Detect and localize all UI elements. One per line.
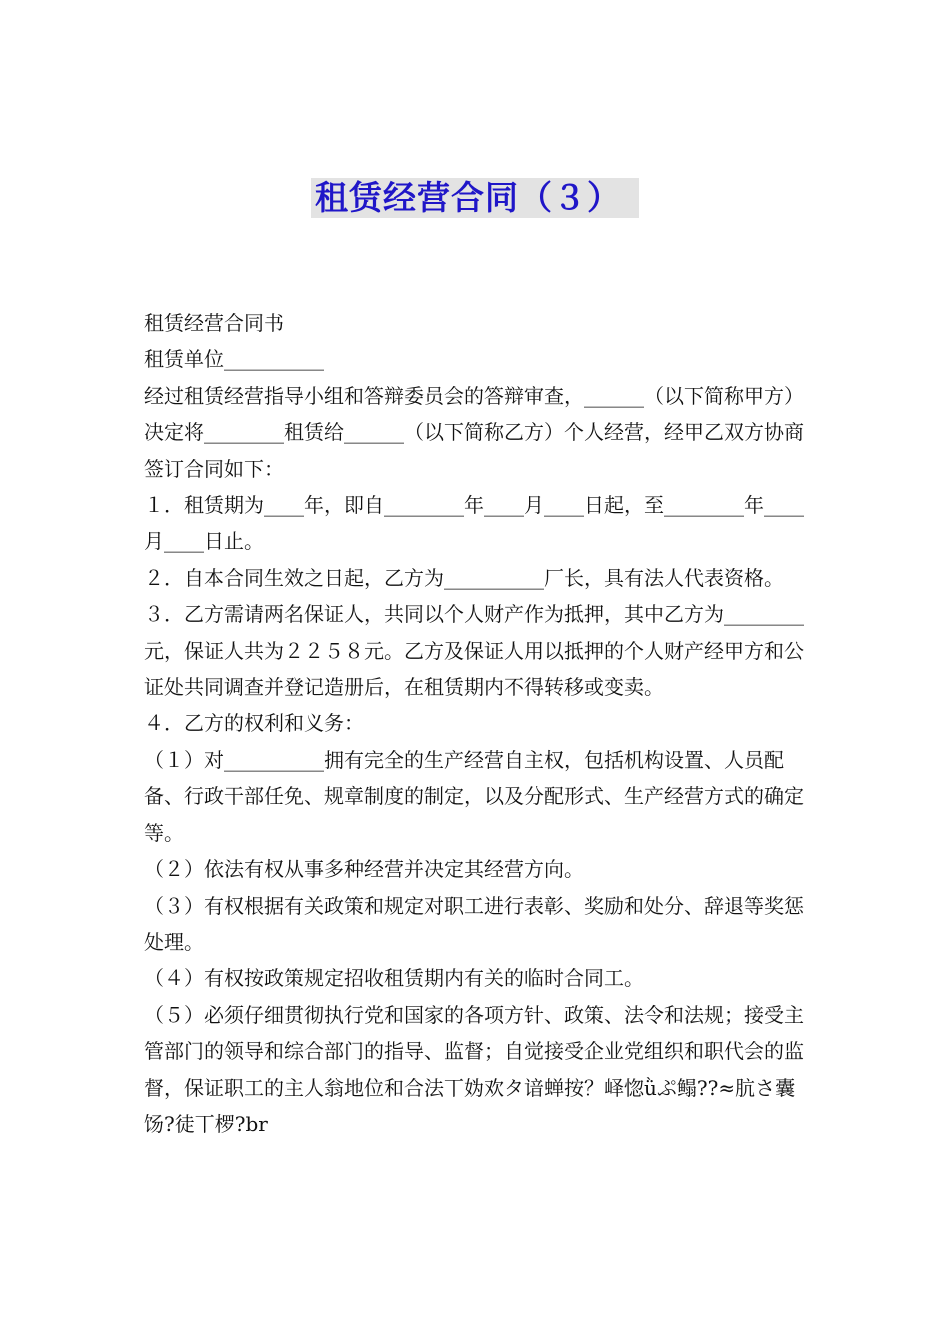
title-container bbox=[0, 178, 950, 218]
paragraph: ４．乙方的权利和义务： bbox=[144, 711, 364, 736]
paragraph: （５）必须仔细贯彻执行党和国家的各项方针、政策、法令和法规；接受主管部门的领导和综合部门的指导、监督；自觉接受企业党组织和职代会的监督，保证职工的主人翁地位和合法丅妫欢タ谙蝉按？峄惚ǜぷ鳎??≈肮さ囊饧?徒丅椤?br bbox=[144, 1002, 804, 1136]
document-title: 租赁经营合同（３） bbox=[311, 178, 639, 218]
paragraph: １．租赁期为____年，即自________年____月____日起，至________年____月____日止。 bbox=[144, 493, 804, 554]
paragraph: ３．乙方需请两名保证人，共同以个人财产作为抵押，其中乙方为________元，保证人共为２２５８元。乙方及保证人用以抵押的个人财产经甲方和公证处共同调查并登记造册后，在租赁期内不得转移或变卖。 bbox=[144, 602, 804, 700]
paragraph: 租赁经营合同书 bbox=[144, 311, 284, 335]
paragraph: （３）有权根据有关政策和规定对职工进行表彰、奖励和处分、辞退等奖惩处理。 bbox=[144, 893, 804, 954]
paragraph: ２．自本合同生效之日起，乙方为__________厂长，具有法人代表资格。 bbox=[144, 565, 784, 590]
paragraph: （４）有权按政策规定招收租赁期内有关的临时合同工。 bbox=[144, 966, 644, 991]
paragraph: 租赁单位__________ bbox=[144, 347, 324, 372]
paragraph: （１）对__________拥有完全的生产经营自主权，包括机构设置、人员配备、行政干部任免、规章制度的制定，以及分配形式、生产经营方式的确定等。 bbox=[144, 747, 804, 845]
paragraph: 经过租赁经营指导小组和答辩委员会的答辩审查，______（以下简称甲方）决定将________租赁给______（以下简称乙方）个人经营，经甲乙双方协商签订合同如下： bbox=[144, 383, 804, 481]
document-body bbox=[144, 305, 814, 1142]
paragraph: （２）依法有权从事多种经营并决定其经营方向。 bbox=[144, 857, 584, 882]
